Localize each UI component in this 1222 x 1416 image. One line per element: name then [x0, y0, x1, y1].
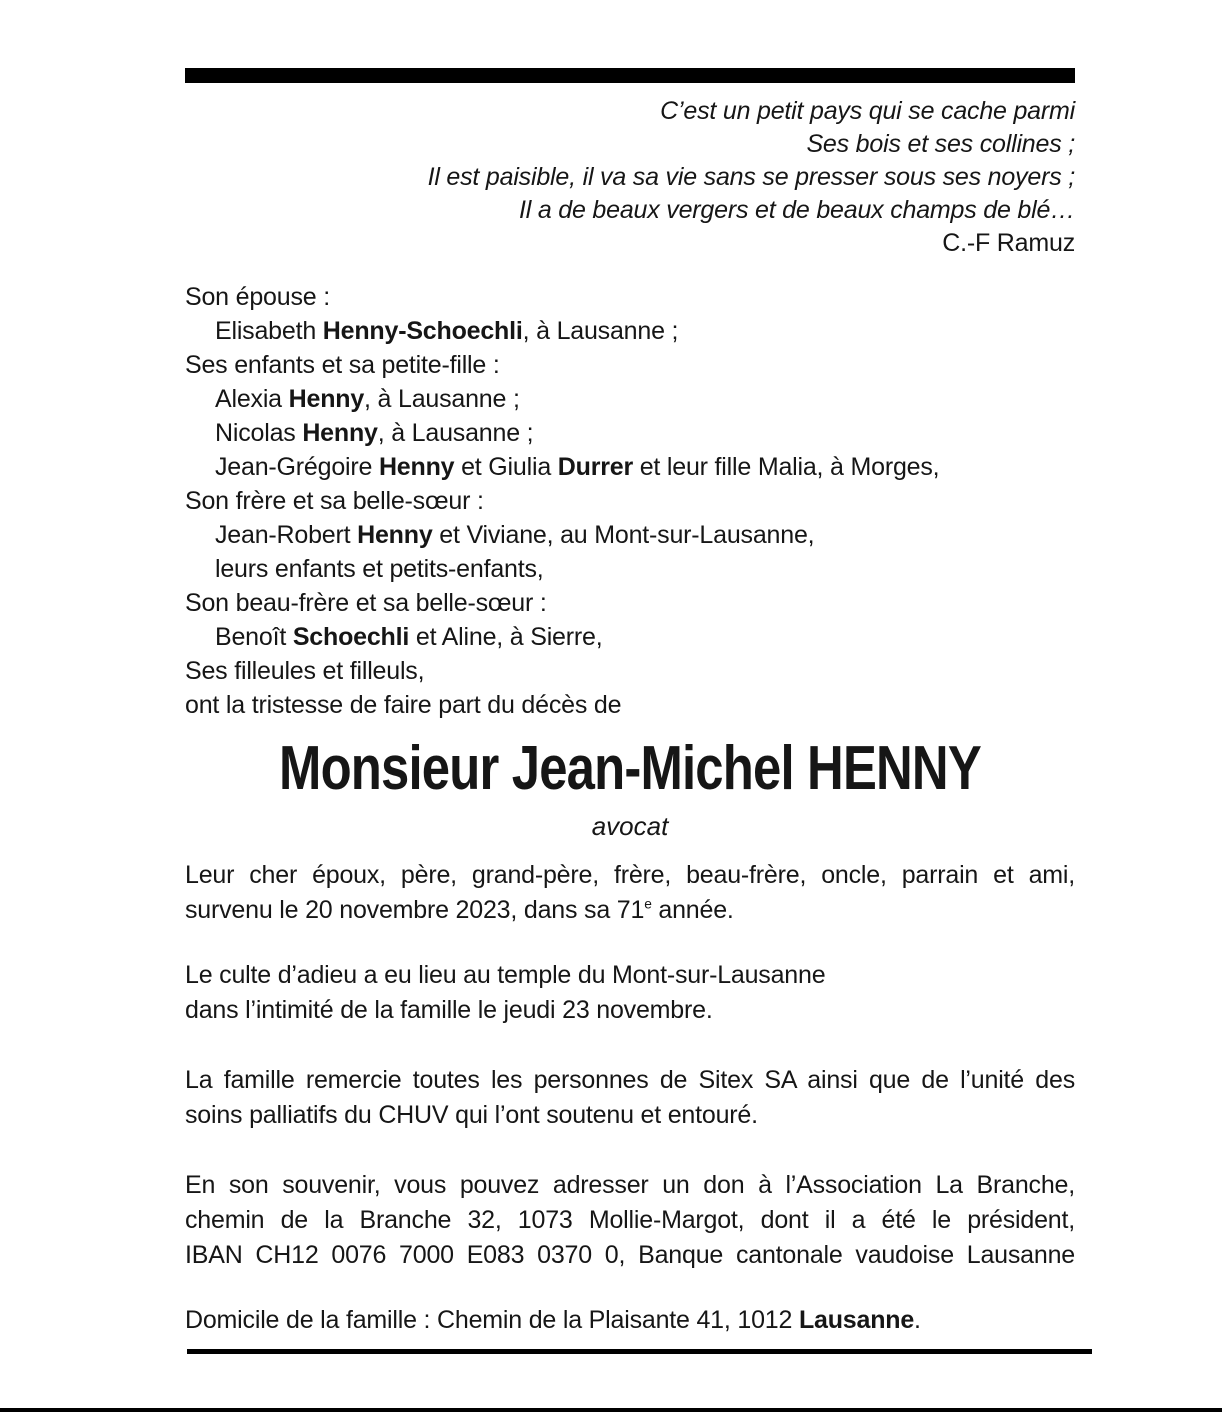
- family-line: [185, 620, 1075, 654]
- family-line: [185, 552, 1075, 586]
- text-run: IBAN CH12 0076 7000 E083 0370 0, Banque cantonale vaudoise Lausanne: [185, 1241, 1075, 1269]
- paragraph: [185, 1303, 1075, 1338]
- quote-line: Il a de beaux vergers et de beaux champs de blé…: [518, 196, 1075, 224]
- paragraph-line: [185, 958, 1075, 993]
- quote-lines: [185, 95, 1075, 227]
- memorial-quote: [185, 95, 1075, 260]
- family-line: [185, 348, 1075, 382]
- paragraph-line: [185, 1168, 1075, 1203]
- paragraph-line: [185, 1098, 1075, 1133]
- text-run: Le culte d’adieu a eu lieu au temple du Mont-sur-Lausanne: [185, 961, 826, 989]
- text-run: Benoît: [215, 623, 293, 651]
- text-run: et Viviane, au Mont-sur-Lausanne,: [432, 521, 815, 549]
- paragraph-line: [185, 993, 1075, 1028]
- bottom-rule: [187, 1349, 1092, 1354]
- notice-content: [185, 0, 1075, 1354]
- text-run: Nicolas: [215, 419, 303, 447]
- text-run: survenu le 20 novembre 2023, dans sa 71: [185, 896, 645, 924]
- family-line: [185, 314, 1075, 348]
- family-line: [185, 484, 1075, 518]
- bold-text-run: Henny: [357, 521, 433, 549]
- quote-line: Ses bois et ses collines ;: [806, 130, 1075, 158]
- text-run: Ses enfants et sa petite-fille :: [185, 351, 500, 379]
- family-line: [185, 518, 1075, 552]
- text-run: soins palliatifs du CHUV qui l’ont soutenu et entouré.: [185, 1101, 758, 1129]
- text-run: , à Lausanne ;: [522, 317, 679, 345]
- deceased-profession: avocat: [591, 811, 669, 841]
- deceased-name-text: Monsieur Jean-Michel HENNY: [279, 734, 981, 803]
- text-run: , à Lausanne ;: [377, 419, 534, 447]
- text-run: et Giulia: [454, 453, 558, 481]
- paragraph-line: [185, 1238, 1075, 1273]
- text-run: ont la tristesse de faire part du décès de: [185, 691, 622, 719]
- paragraph: [185, 858, 1075, 928]
- top-rule: [185, 68, 1075, 83]
- text-run: Alexia: [215, 385, 289, 413]
- deceased-name: [185, 736, 1075, 802]
- text-run: Jean-Grégoire: [215, 453, 379, 481]
- text-run: Son frère et sa belle-sœur :: [185, 487, 484, 515]
- quote-line: Il est paisible, il va sa vie sans se presser sous ses noyers ;: [427, 163, 1075, 191]
- family-line: [185, 416, 1075, 450]
- bold-text-run: Schoechli: [292, 623, 410, 651]
- family-line: [185, 688, 1075, 722]
- bold-text-run: Henny: [288, 385, 365, 413]
- text-run: année.: [651, 896, 734, 924]
- paragraph: [185, 1168, 1075, 1273]
- paragraph-line: [185, 1063, 1075, 1098]
- text-run: et Aline, à Sierre,: [409, 623, 603, 651]
- family-announcement-list: [185, 280, 1075, 722]
- text-run: et leur fille Malia, à Morges,: [632, 453, 940, 481]
- page-edge-line: [0, 1408, 1222, 1412]
- text-run: dans l’intimité de la famille le jeudi 23 novembre.: [185, 996, 713, 1024]
- superscript-text: e: [644, 896, 652, 912]
- text-run: En son souvenir, vous pouvez adresser un don à l’Association La Branche,: [185, 1171, 1075, 1199]
- text-run: Leur cher époux, père, grand-père, frère, beau-frère, oncle, parrain et ami,: [185, 861, 1075, 889]
- family-line: [185, 382, 1075, 416]
- paragraph: [185, 1063, 1075, 1133]
- text-run: Elisabeth: [215, 317, 323, 345]
- bold-text-run: Henny: [378, 453, 455, 481]
- text-run: .: [914, 1306, 921, 1334]
- paragraph-line: [185, 858, 1075, 893]
- paragraph-line: [185, 1303, 1075, 1338]
- text-run: Jean-Robert: [215, 521, 358, 549]
- paragraph: [185, 958, 1075, 1028]
- bold-text-run: Durrer: [557, 453, 633, 481]
- text-run: Son beau-frère et sa belle-sœur :: [185, 589, 547, 617]
- quote-line: C’est un petit pays qui se cache parmi: [660, 97, 1075, 125]
- text-run: La famille remercie toutes les personnes de Sitex SA ainsi que de l’unité des: [185, 1066, 1075, 1094]
- paragraph-line: [185, 893, 1075, 928]
- text-run: Son épouse :: [185, 283, 330, 311]
- notice-paragraphs: [185, 858, 1075, 1338]
- bold-text-run: Henny-Schoechli: [322, 317, 523, 345]
- text-run: Domicile de la famille : Chemin de la Plaisante 41, 1012: [185, 1306, 799, 1334]
- family-line: [185, 654, 1075, 688]
- text-run: , à Lausanne ;: [364, 385, 520, 413]
- family-line: [185, 280, 1075, 314]
- text-run: Ses filleules et filleuls,: [185, 657, 425, 685]
- family-line: [185, 586, 1075, 620]
- bold-text-run: Lausanne: [798, 1306, 915, 1334]
- text-run: chemin de la Branche 32, 1073 Mollie-Margot, dont il a été le président,: [185, 1206, 1075, 1234]
- paragraph-line: [185, 1203, 1075, 1238]
- text-run: leurs enfants et petits-enfants,: [215, 555, 544, 583]
- bold-text-run: Henny: [302, 419, 378, 447]
- quote-author: C.-F Ramuz: [942, 229, 1075, 257]
- family-line: [185, 450, 1075, 484]
